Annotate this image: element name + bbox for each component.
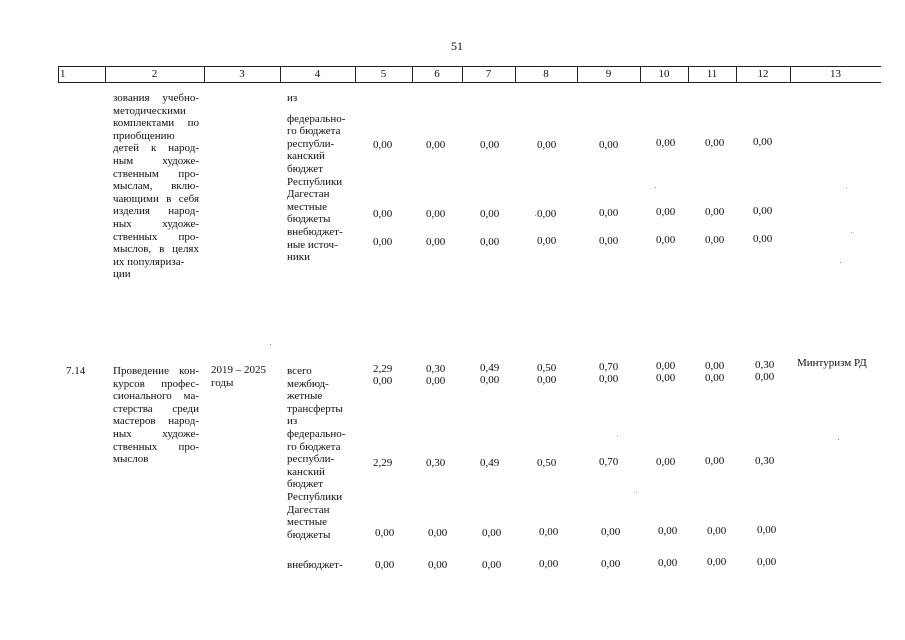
value-cell: 0,00: [753, 136, 773, 148]
value-cell: 0,00: [428, 527, 448, 539]
header-col-10: 10: [658, 68, 670, 80]
header-col-7: 7: [485, 68, 492, 80]
value-cell: 0,00: [658, 557, 678, 569]
value-cell: 0,00: [375, 527, 395, 539]
value-cell: 0,00: [601, 558, 621, 570]
item-number: 7.14: [66, 365, 86, 377]
header-bottom-rule: [58, 82, 881, 83]
header-col-1: 1: [60, 68, 66, 80]
value-cell: 0,00: [539, 558, 559, 570]
header-col-11: 11: [706, 68, 718, 80]
value-cell: 0,00: [599, 139, 619, 151]
header-col-12: 12: [757, 68, 769, 80]
header-col-2: 2: [151, 68, 158, 80]
value-cell: 0,00: [426, 208, 446, 220]
value-cell: 0,00: [656, 137, 676, 149]
item-funding-source-last: внебюджет-: [287, 559, 343, 571]
value-cell: 0,30: [426, 363, 446, 375]
header-col-3: 3: [239, 68, 245, 80]
header-col-6: 6: [434, 68, 440, 80]
header-col-8: 8: [543, 68, 549, 80]
header-col-9: 9: [605, 68, 612, 80]
value-cell: 0,00: [426, 375, 446, 387]
value-cell: 0,00: [480, 139, 500, 151]
value-cell: 0,00: [537, 374, 557, 386]
value-cell: 0,00: [537, 208, 557, 220]
value-cell: 0,00: [480, 208, 500, 220]
header-col-5: 5: [380, 68, 387, 80]
value-cell: 0,00: [753, 233, 773, 245]
value-cell: 0,00: [480, 374, 500, 386]
value-cell: 0,00: [705, 360, 725, 372]
value-cell: 0,00: [656, 360, 676, 372]
value-cell: 0,00: [428, 559, 448, 571]
value-cell: 0,00: [373, 208, 393, 220]
value-cell: 0,00: [656, 372, 676, 384]
value-cell: 0,00: [373, 236, 393, 248]
value-cell: 0,00: [373, 375, 393, 387]
value-cell: 0,00: [482, 559, 502, 571]
value-cell: 0,50: [537, 362, 557, 374]
value-cell: 0,00: [705, 137, 725, 149]
value-cell: 2,29: [373, 363, 393, 375]
item-period: 2019 – 2025 годы: [211, 364, 266, 389]
item-description: Проведение кон- курсов профес- сионального ма- стерства среди мастеров народ- ных художе- ственных про- мыслов: [113, 365, 199, 466]
item-funding-sources: всего межбюд- жетные трансферты из федерально- го бюджета республи- канский бюджет Республики Дагестан местные бюджеты: [287, 365, 346, 541]
value-cell: 0,00: [537, 235, 557, 247]
value-cell: 0,00: [707, 556, 727, 568]
value-cell: 0,00: [757, 524, 777, 536]
header-col-4: 4: [314, 68, 321, 80]
value-cell: 0,00: [482, 527, 502, 539]
value-cell: 0,00: [705, 372, 725, 384]
value-cell: 0,00: [757, 556, 777, 568]
value-cell: 0,49: [480, 362, 500, 374]
value-cell: 0,00: [656, 456, 676, 468]
value-cell: 0,00: [705, 455, 725, 467]
value-cell: 0,00: [656, 234, 676, 246]
value-cell: 0,00: [537, 139, 557, 151]
header-top-rule: [58, 66, 881, 67]
value-cell: 0,00: [705, 206, 725, 218]
value-cell: 0,50: [537, 457, 557, 469]
continued-funding-sources: из федерально- го бюджета республи- канский бюджет Республики Дагестан местные бюджеты внебюджет- ные источ- ники: [287, 92, 346, 264]
value-cell: 0,00: [426, 139, 446, 151]
value-cell: 0,00: [601, 526, 621, 538]
value-cell: 0,00: [753, 205, 773, 217]
page-number: 51: [451, 39, 463, 53]
value-cell: 0,00: [539, 526, 559, 538]
continued-description: зования учебно- методическими комплектами по приобщению детей к народ- ным художе- ственным про- мыслам, вклю- чающими в себя изделия народ- ных художе- ственных про- мыслов, в целях их популяриза- ции: [113, 92, 199, 281]
value-cell: 0,00: [755, 371, 775, 383]
value-cell: 0,30: [755, 359, 775, 371]
value-cell: 0,30: [755, 455, 775, 467]
value-cell: 0,00: [705, 234, 725, 246]
value-cell: 0,70: [599, 361, 619, 373]
value-cell: 0,00: [375, 559, 395, 571]
value-cell: 0,00: [426, 236, 446, 248]
value-cell: 0,00: [658, 525, 678, 537]
value-cell: 0,49: [480, 457, 500, 469]
value-cell: 0,00: [599, 373, 619, 385]
value-cell: 0,00: [599, 235, 619, 247]
header-col-13: 13: [830, 68, 841, 80]
value-cell: 0,30: [426, 457, 446, 469]
value-cell: 0,00: [599, 207, 619, 219]
value-cell: 0,00: [707, 525, 727, 537]
value-cell: 0,70: [599, 456, 619, 468]
value-cell: 0,00: [480, 236, 500, 248]
value-cell: 0,00: [373, 139, 393, 151]
item-executor: Минтуризм РД: [797, 357, 867, 369]
value-cell: 2,29: [373, 457, 393, 469]
value-cell: 0,00: [656, 206, 676, 218]
